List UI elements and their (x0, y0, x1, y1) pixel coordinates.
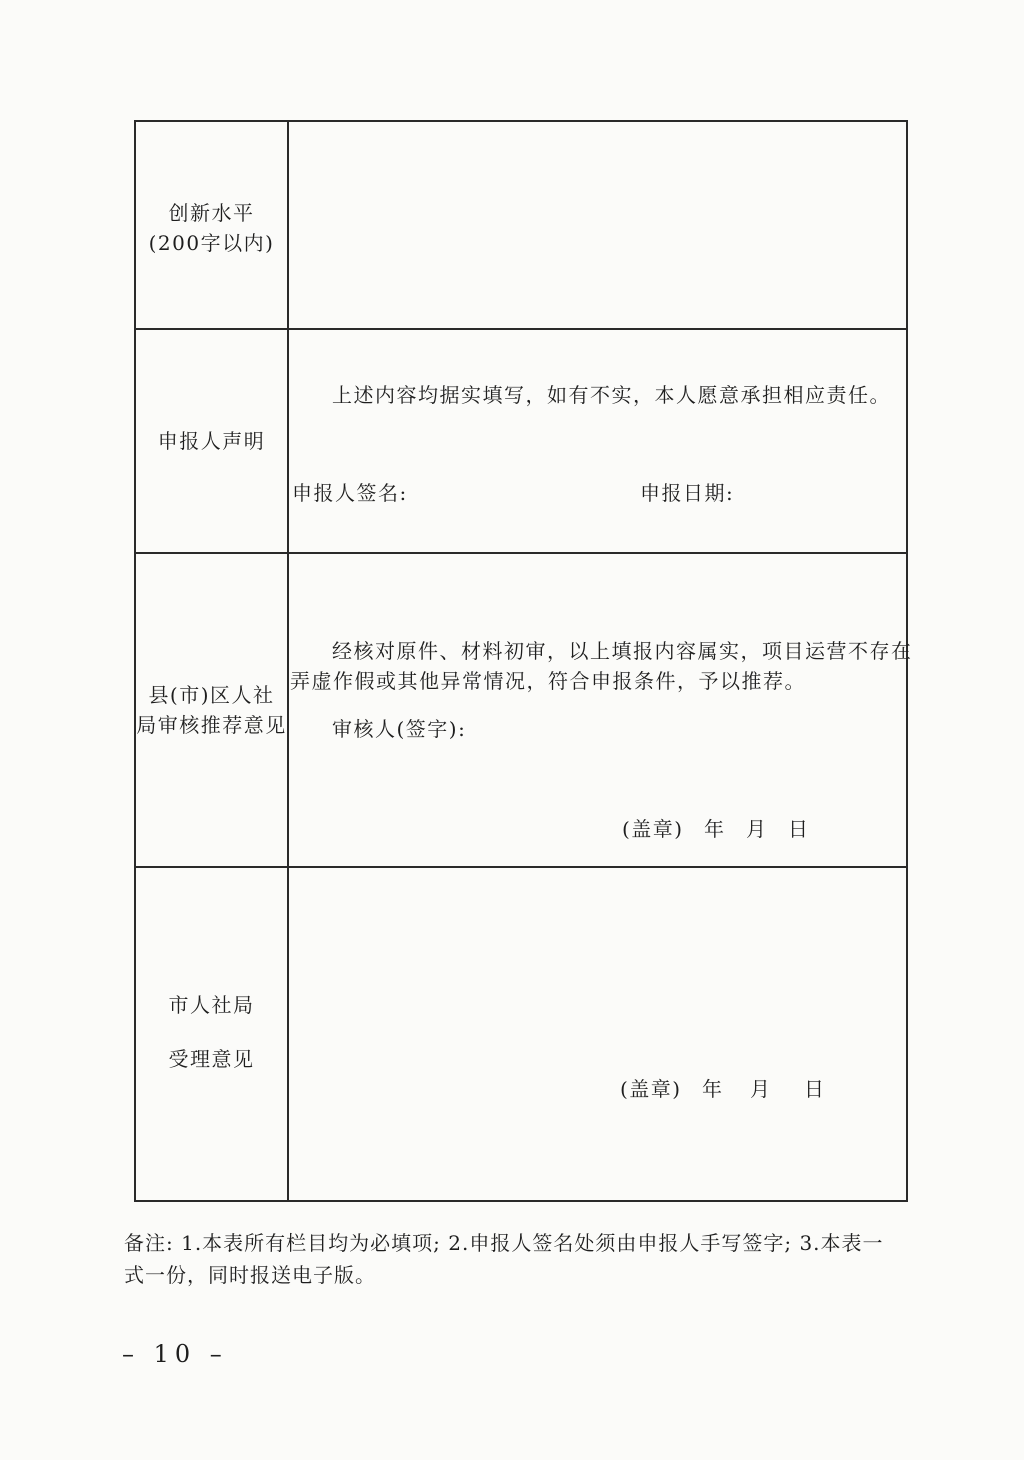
column-divider (287, 122, 289, 1200)
county-seal-label: (盖章) (622, 817, 684, 841)
row-divider (136, 552, 906, 554)
innovation-word-limit: (200字以内) (148, 231, 275, 255)
row-divider (136, 866, 906, 868)
application-form-table (134, 120, 913, 1202)
county-year-label: 年 (704, 817, 726, 841)
county-review-opinion: 经核对原件、材料初审，以上填报内容属实，项目运营不存在 (332, 639, 913, 663)
county-review-opinion-line2: 弄虚作假或其他异常情况，符合申报条件，予以推荐。 (290, 669, 806, 693)
row-divider (136, 328, 906, 330)
county-day-label: 日 (788, 817, 810, 841)
applicant-signature-label: 申报人签名: (292, 481, 408, 505)
city-seal-label: (盖章) (620, 1077, 682, 1101)
innovation-label: 创新水平 (168, 201, 255, 225)
footnote: 备注: 1.本表所有栏目均为必填项; 2.申报人签名处须由申报人手写签字; 3.本表一 (124, 1231, 884, 1255)
city-opinion-field[interactable] (290, 870, 906, 1056)
city-acceptance-label-line2: 受理意见 (168, 1047, 255, 1071)
innovation-content-field[interactable] (290, 122, 906, 326)
county-month-label: 月 (746, 817, 768, 841)
city-month-label: 月 (750, 1077, 772, 1101)
city-day-label: 日 (804, 1077, 826, 1101)
applicant-declaration-label: 申报人声明 (157, 429, 266, 453)
application-date-label: 申报日期: (640, 481, 735, 505)
page-number: – 10 – (122, 1340, 228, 1368)
county-review-label-line2: 局审核推荐意见 (136, 713, 287, 737)
declaration-statement: 上述内容均据实填写，如有不实，本人愿意承担相应责任。 (332, 383, 891, 407)
city-year-label: 年 (702, 1077, 724, 1101)
city-acceptance-label: 市人社局 (168, 993, 255, 1017)
county-review-label: 县(市)区人社 (148, 683, 275, 707)
reviewer-signature-label: 审核人(签字): (332, 717, 467, 741)
footnote-line2: 式一份，同时报送电子版。 (124, 1263, 376, 1287)
